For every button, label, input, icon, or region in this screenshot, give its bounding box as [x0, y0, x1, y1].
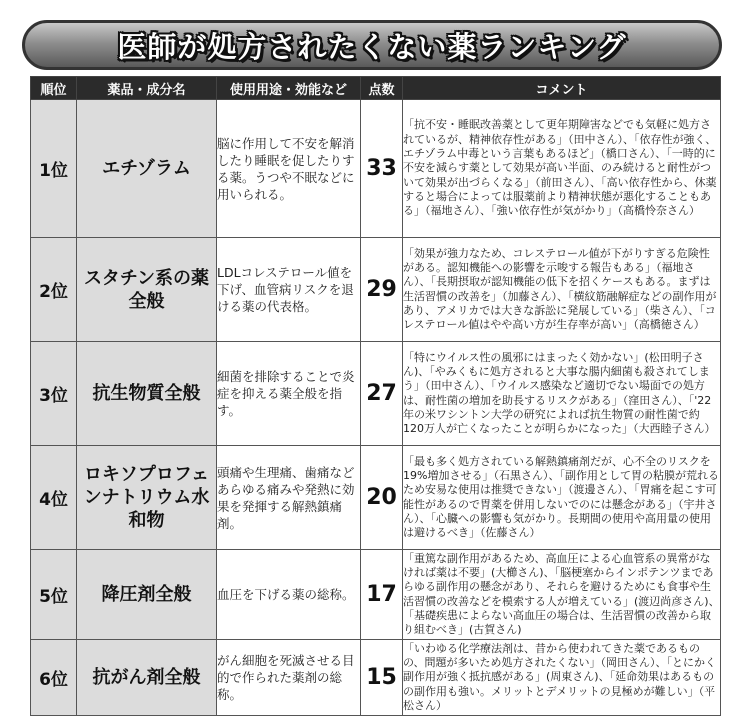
drug-cell: 抗がん剤全般 — [77, 640, 217, 716]
comment-cell: 「最も多く処方されている解熱鎮痛剤だが、心不全のリスクを19%増加させる」（石黒さん）、「副作用として胃の粘膜が荒れるため安易な使用は推奨できない」（渡邊さん）、「胃痛を起こす可能性があるので胃薬を併用しないでのには懸念がある」（宇井さん）、「心臓への影響も気がかり。長期間の使用や高用量の使用は避けるべき」（佐藤さん） — [403, 446, 721, 550]
comment-cell: 「効果が強力なため、コレステロール値が下がりすぎる危険性がある。認知機能への影響を示唆する報告もある」（福地さん）、「長期摂取が認知機能の低下を招くケースもある。まずは生活習慣の改善を」（加藤さん）、「横紋筋融解症などの副作用があり、アメリカでは大きな訴訟に発展している」（柴さん）、「コレステロール値はやや高い方が生存率が高い」（高橋徳さん） — [403, 238, 721, 342]
table-row — [31, 238, 721, 342]
table-row — [31, 342, 721, 446]
usage-cell: がん細胞を死滅させる目的で作られた薬剤の総称。 — [217, 640, 361, 716]
usage-cell: 脳に作用して不安を解消したり睡眠を促したりする薬。うつや不眠などに用いられる。 — [217, 100, 361, 238]
usage-cell: 細菌を排除することで炎症を抑える薬全般を指す。 — [217, 342, 361, 446]
rank-cell: 2位 — [31, 238, 77, 342]
usage-cell: 血圧を下げる薬の総称。 — [217, 550, 361, 640]
score-cell: 20 — [361, 446, 403, 550]
rank-cell: 3位 — [31, 342, 77, 446]
comment-cell: 「抗不安・睡眠改善薬として更年期障害などでも気軽に処方されているが、精神依存性がある」（田中さん）、「依存性が強く、エチゾラム中毒という言葉もあるほど」（橋口さん）、「一時的に不安を減らす薬として効果が高い半面、のみ続けると耐性がついて効果が出づらくなる」（前田さん）、「高い依存性から、休薬すると場合によっては服薬前より精神状態が悪化することもある」（福地さん）、「強い依存性が気がかり」（高橋怜奈さん） — [403, 100, 721, 238]
table-row — [31, 640, 721, 716]
comment-cell: 「重篤な副作用があるため、高血圧による心血管系の異常がなければ薬は不要」(大櫛さん)、「脳梗塞からインポテンツまであらゆる副作用の懸念があり、それらを避けるためにも食事や生活習慣の改善などを模索する人が増えている」(渡辺尚彦さん)、「基礎疾患によらない高血圧の場合は、生活習慣の改善から取り組むべき」(古賀さん) — [403, 550, 721, 640]
score-cell: 27 — [361, 342, 403, 446]
drug-cell: 抗生物質全般 — [77, 342, 217, 446]
rank-cell: 4位 — [31, 446, 77, 550]
table-header-row — [31, 77, 721, 100]
drug-cell: スタチン系の薬全般 — [77, 238, 217, 342]
drug-cell: 降圧剤全般 — [77, 550, 217, 640]
table-row — [31, 550, 721, 640]
page-title: 医師が処方されたくない薬ランキング — [117, 29, 627, 64]
comment-cell: 「いわゆる化学療法剤は、昔から使われてきた薬であるものの、問題が多いため処方されたくない」（岡田さん）、「とにかく副作用が強く抵抗感がある」(周東さん)、「延命効果はあるものの副作用も強い。メリットとデメリットの見極めが難しい」（平松さん） — [403, 640, 721, 716]
rank-cell: 6位 — [31, 640, 77, 716]
drug-cell: エチゾラム — [77, 100, 217, 238]
usage-cell: 頭痛や生理痛、歯痛などあらゆる痛みや発熱に効果を発揮する解熱鎮痛剤。 — [217, 446, 361, 550]
table-row — [31, 100, 721, 238]
header-rank: 順位 — [31, 77, 77, 100]
table-row — [31, 446, 721, 550]
ranking-table — [30, 76, 721, 716]
score-cell: 29 — [361, 238, 403, 342]
header-drug: 薬品・成分名 — [77, 77, 217, 100]
title-banner — [22, 20, 722, 70]
rank-cell: 5位 — [31, 550, 77, 640]
comment-cell: 「特にウイルス性の風邪にはまったく効かない」(松田明子さん)、「やみくもに処方されると大事な腸内細菌も殺されてしまう」（田中さん）、「ウイルス感染など適切でない場面での処方は、耐性菌の増加を助長するリスクがある」（窪田さん）、「'22年の米ワシントン大学の研究によれば抗生物質の耐性菌で約120万人が亡くなったことが明らかになった」（大西睦子さん） — [403, 342, 721, 446]
header-usage: 使用用途・効能など — [217, 77, 361, 100]
header-score: 点数 — [361, 77, 403, 100]
header-comment: コメント — [403, 77, 721, 100]
score-cell: 33 — [361, 100, 403, 238]
rank-cell: 1位 — [31, 100, 77, 238]
score-cell: 17 — [361, 550, 403, 640]
drug-cell: ロキソプロフェンナトリウム水和物 — [77, 446, 217, 550]
usage-cell: LDLコレステロール値を下げ、血管病リスクを退ける薬の代表格。 — [217, 238, 361, 342]
score-cell: 15 — [361, 640, 403, 716]
